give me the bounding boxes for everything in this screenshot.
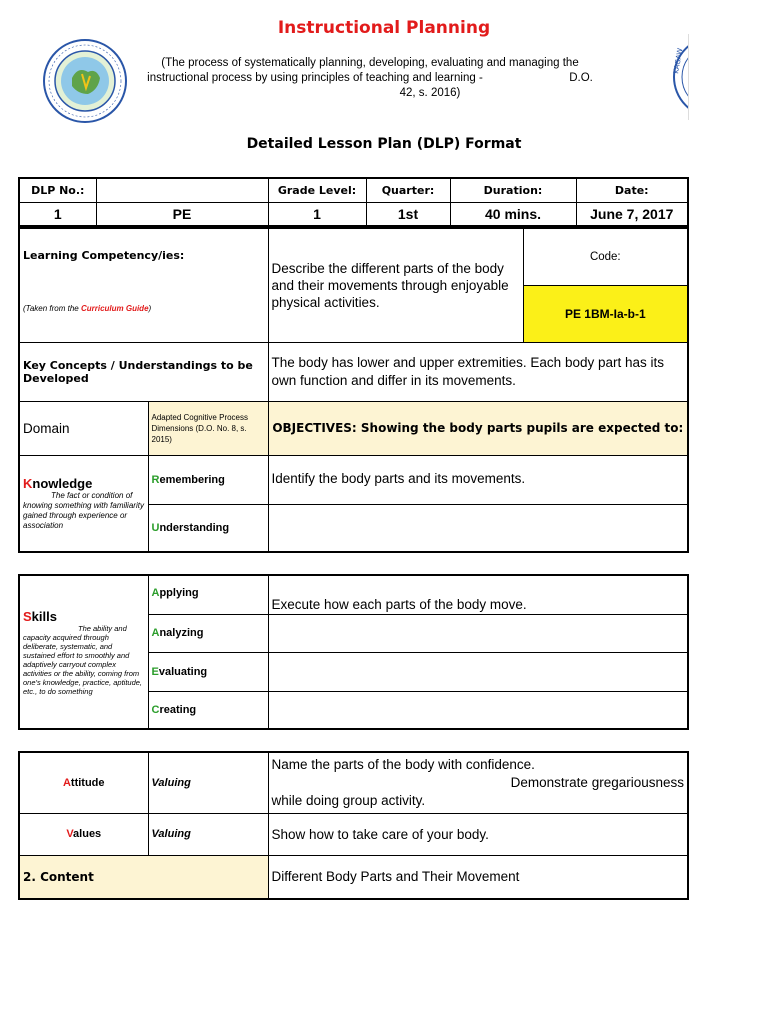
duration-header: Duration: (450, 178, 576, 202)
duration-value: 40 mins. (450, 202, 576, 226)
source-prefix: (Taken from the (23, 304, 81, 313)
curriculum-source (23, 304, 265, 313)
attitude-initial: A (62, 776, 71, 789)
values-process: Valuing (148, 813, 268, 855)
analyzing-objective (268, 614, 688, 652)
subtitle-reference: D.O. (569, 72, 593, 84)
date-value: June 7, 2017 (576, 202, 688, 226)
understanding-objective (268, 504, 688, 552)
creating-rest: reating (159, 703, 197, 716)
creating-objective (268, 691, 688, 729)
page-title: Instructional Planning (277, 18, 491, 38)
remembering-rest: emembering (159, 473, 225, 486)
remembering-label (148, 455, 268, 504)
evaluating-label (148, 652, 268, 691)
dlp-no-value: 1 (19, 202, 96, 226)
attitude-process: Valuing (148, 752, 268, 813)
creating-label (148, 691, 268, 729)
attitude-line-1: Name the parts of the body with confidence. (271, 756, 535, 772)
grade-level-value: 1 (268, 202, 366, 226)
knowledge-description: The fact or condition of knowing something with familiarity gained through experience or association (23, 490, 144, 530)
subtitle-line-2-text: instructional process by using principles of teaching and learning - (147, 72, 483, 84)
domain-label: Domain (19, 401, 148, 455)
subtitle-line-2 (140, 71, 600, 86)
understanding-rest: nderstanding (159, 521, 230, 534)
skills-table (18, 574, 689, 730)
grade-level-header: Grade Level: (268, 178, 366, 202)
department-of-education-seal-icon (42, 38, 128, 124)
page-subtitle (140, 56, 600, 101)
evaluating-rest: valuating (158, 665, 208, 678)
skills-initial: S (23, 608, 32, 624)
attitude-line-2: Demonstrate gregariousness (510, 774, 684, 790)
code-value: PE 1BM-Ia-b-1 (523, 285, 688, 342)
dlp-info-table (18, 177, 689, 227)
evaluating-initial: E (151, 665, 159, 678)
skills-cell (19, 575, 148, 729)
understanding-label (148, 504, 268, 552)
subtitle-line-3: 42, s. 2016) (399, 87, 461, 99)
understanding-initial: U (151, 521, 160, 534)
creating-initial: C (151, 703, 160, 716)
values-label (19, 813, 148, 855)
competency-table (18, 227, 689, 553)
subject-header (96, 178, 268, 202)
skills-title (23, 609, 145, 624)
attitude-label (19, 752, 148, 813)
knowledge-cell (19, 455, 148, 552)
applying-rest: pplying (159, 587, 199, 599)
dlp-no-header: DLP No.: (19, 178, 96, 202)
attitude-table (18, 751, 689, 900)
attitude-objective (268, 752, 688, 813)
remembering-initial: R (151, 473, 160, 486)
competency-text: Describe the different parts of the body and their movements through enjoyable physical activities. (268, 228, 523, 342)
applying-objective: Execute how each parts of the body move. (268, 575, 688, 614)
subtitle-line-1: (The process of systematically planning, developing, evaluating and managing the (161, 57, 579, 69)
skills-rest: kills (31, 608, 57, 624)
quarter-header: Quarter: (366, 178, 450, 202)
subject-value: PE (96, 202, 268, 226)
partial-seal-icon (672, 34, 689, 120)
code-label: Code: (523, 228, 688, 285)
curriculum-guide-link: Curriculum Guide (80, 304, 149, 313)
knowledge-initial: K (23, 475, 33, 491)
remembering-objective: Identify the body parts and its movements. (268, 455, 688, 504)
process-dimension-label: Adapted Cognitive Process Dimensions (D.O. No. 8, s. 2015) (148, 401, 268, 455)
content-label: 2. Content (19, 855, 268, 899)
values-initial: V (66, 828, 74, 840)
applying-initial: A (151, 587, 160, 599)
knowledge-rest: nowledge (32, 475, 93, 491)
content-text: Different Body Parts and Their Movement (268, 855, 688, 899)
competency-label: Learning Competency/ies: (23, 249, 185, 262)
svg-text:KAGAW: KAGAW (672, 47, 685, 75)
analyzing-initial: A (151, 627, 160, 639)
date-header: Date: (576, 178, 688, 202)
section-heading: Detailed Lesson Plan (DLP) Format (246, 136, 522, 152)
key-concepts-text: The body has lower and upper extremities. Each body part has its own function and differ in its movements. (268, 342, 688, 401)
knowledge-title (23, 476, 145, 491)
analyzing-rest: nalyzing (159, 627, 204, 639)
values-objective: Show how to take care of your body. (268, 813, 688, 855)
evaluating-objective (268, 652, 688, 691)
skills-description: The ability and capacity acquired through deliberate, systematic, and sustained effort to smoothly and adaptively carryout complex activities or the ability, coming from one's knowledge, practice, aptitude, etc., to do something (23, 623, 143, 696)
source-suffix: ) (148, 304, 152, 313)
competency-label-cell (19, 228, 268, 342)
quarter-value: 1st (366, 202, 450, 226)
attitude-line-3: while doing group activity. (271, 792, 426, 808)
analyzing-label (148, 614, 268, 652)
key-concepts-label: Key Concepts / Understandings to be Developed (19, 342, 268, 401)
objectives-label: OBJECTIVES: Showing the body parts pupils are expected to: (268, 401, 688, 455)
attitude-rest: ttitude (70, 776, 105, 789)
values-rest: alues (73, 828, 102, 840)
applying-label (148, 575, 268, 614)
